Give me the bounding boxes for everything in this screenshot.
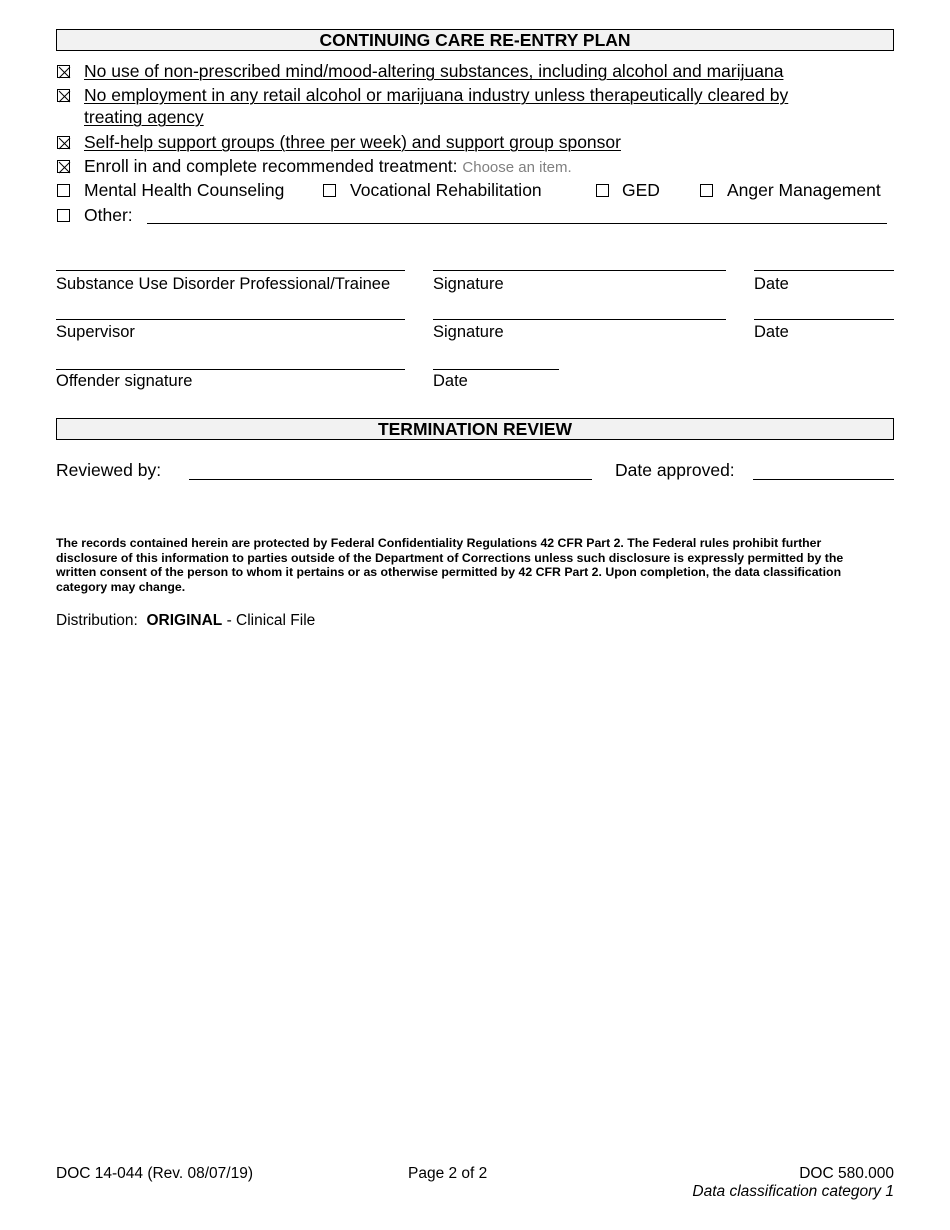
sud-signature-label: Signature <box>433 275 504 293</box>
checkmark-x-icon <box>58 90 71 103</box>
footer-policy-number: DOC 580.000 <box>799 1165 894 1182</box>
footer-form-number: DOC 14-044 (Rev. 08/07/19) <box>56 1165 254 1182</box>
section-title-reentry-plan: CONTINUING CARE RE-ENTRY PLAN <box>56 29 894 51</box>
option-mental-health: Mental Health Counseling <box>84 180 285 200</box>
checkbox-vocational-rehab[interactable] <box>323 184 336 197</box>
distribution-label: Distribution: <box>56 612 138 629</box>
sud-date-line[interactable] <box>754 270 894 271</box>
footer-classification: Data classification category 1 <box>692 1183 894 1200</box>
item-no-employment-line1: No employment in any retail alcohol or marijuana industry unless therapeutically cleared by <box>84 85 789 105</box>
supervisor-date-line[interactable] <box>754 319 894 320</box>
sud-date-label: Date <box>754 275 789 293</box>
offender-signature-line[interactable] <box>56 369 405 370</box>
checkbox-anger-management[interactable] <box>700 184 713 197</box>
date-approved-label: Date approved: <box>615 460 735 480</box>
other-input-line[interactable] <box>147 223 887 224</box>
reviewed-by-label: Reviewed by: <box>56 460 162 480</box>
treatment-dropdown[interactable]: Choose an item. <box>462 159 572 176</box>
checkbox-no-employment[interactable] <box>57 89 70 102</box>
confidentiality-notice: The records contained herein are protected by Federal Confidentiality Regulations 42 CFR Part 2. The Federal rules prohibit further disclosure of this information to parties outside of the Department of Corrections unless such disclosure is expressly permitted by the written consent of the person to whom it pertains or as otherwise permitted by 42 CFR Part 2. Upon completion, the data classification category may change. <box>56 536 844 594</box>
option-ged: GED <box>622 180 660 200</box>
offender-date-label: Date <box>433 372 468 390</box>
item-self-help: Self-help support groups (three per week) and support group sponsor <box>84 132 621 152</box>
supervisor-label: Supervisor <box>56 323 135 341</box>
checkbox-self-help[interactable] <box>57 136 70 149</box>
checkbox-no-substances[interactable] <box>57 65 70 78</box>
section-title-termination-review: TERMINATION REVIEW <box>56 418 894 440</box>
enroll-treatment-label: Enroll in and complete recommended treatment: <box>84 156 458 176</box>
offender-signature-label: Offender signature <box>56 372 193 390</box>
checkmark-x-icon <box>58 161 71 174</box>
offender-date-line[interactable] <box>433 369 559 370</box>
checkbox-enroll-treatment[interactable] <box>57 160 70 173</box>
sud-professional-line[interactable] <box>56 270 405 271</box>
checkbox-other[interactable] <box>57 209 70 222</box>
checkbox-ged[interactable] <box>596 184 609 197</box>
date-approved-input[interactable] <box>753 479 894 480</box>
reviewed-by-input[interactable] <box>189 479 592 480</box>
checkbox-mental-health[interactable] <box>57 184 70 197</box>
supervisor-signature-line[interactable] <box>433 319 726 320</box>
option-anger-management: Anger Management <box>727 180 881 200</box>
distribution-original: ORIGINAL <box>146 612 223 629</box>
distribution <box>56 612 315 630</box>
option-vocational-rehab: Vocational Rehabilitation <box>350 180 542 200</box>
sud-professional-label: Substance Use Disorder Professional/Trainee <box>56 275 391 293</box>
checkmark-x-icon <box>58 66 71 79</box>
sud-signature-line[interactable] <box>433 270 726 271</box>
supervisor-date-label: Date <box>754 323 789 341</box>
distribution-rest: - Clinical File <box>226 612 316 629</box>
checkmark-x-icon <box>58 137 71 150</box>
supervisor-signature-label: Signature <box>433 323 504 341</box>
option-other-label: Other: <box>84 205 133 225</box>
supervisor-line[interactable] <box>56 319 405 320</box>
footer-page-number: Page 2 of 2 <box>408 1165 488 1182</box>
item-enroll-treatment <box>84 156 572 178</box>
item-no-employment-line2: treating agency <box>84 107 204 127</box>
item-no-substances: No use of non-prescribed mind/mood-altering substances, including alcohol and marijuana <box>84 61 784 81</box>
